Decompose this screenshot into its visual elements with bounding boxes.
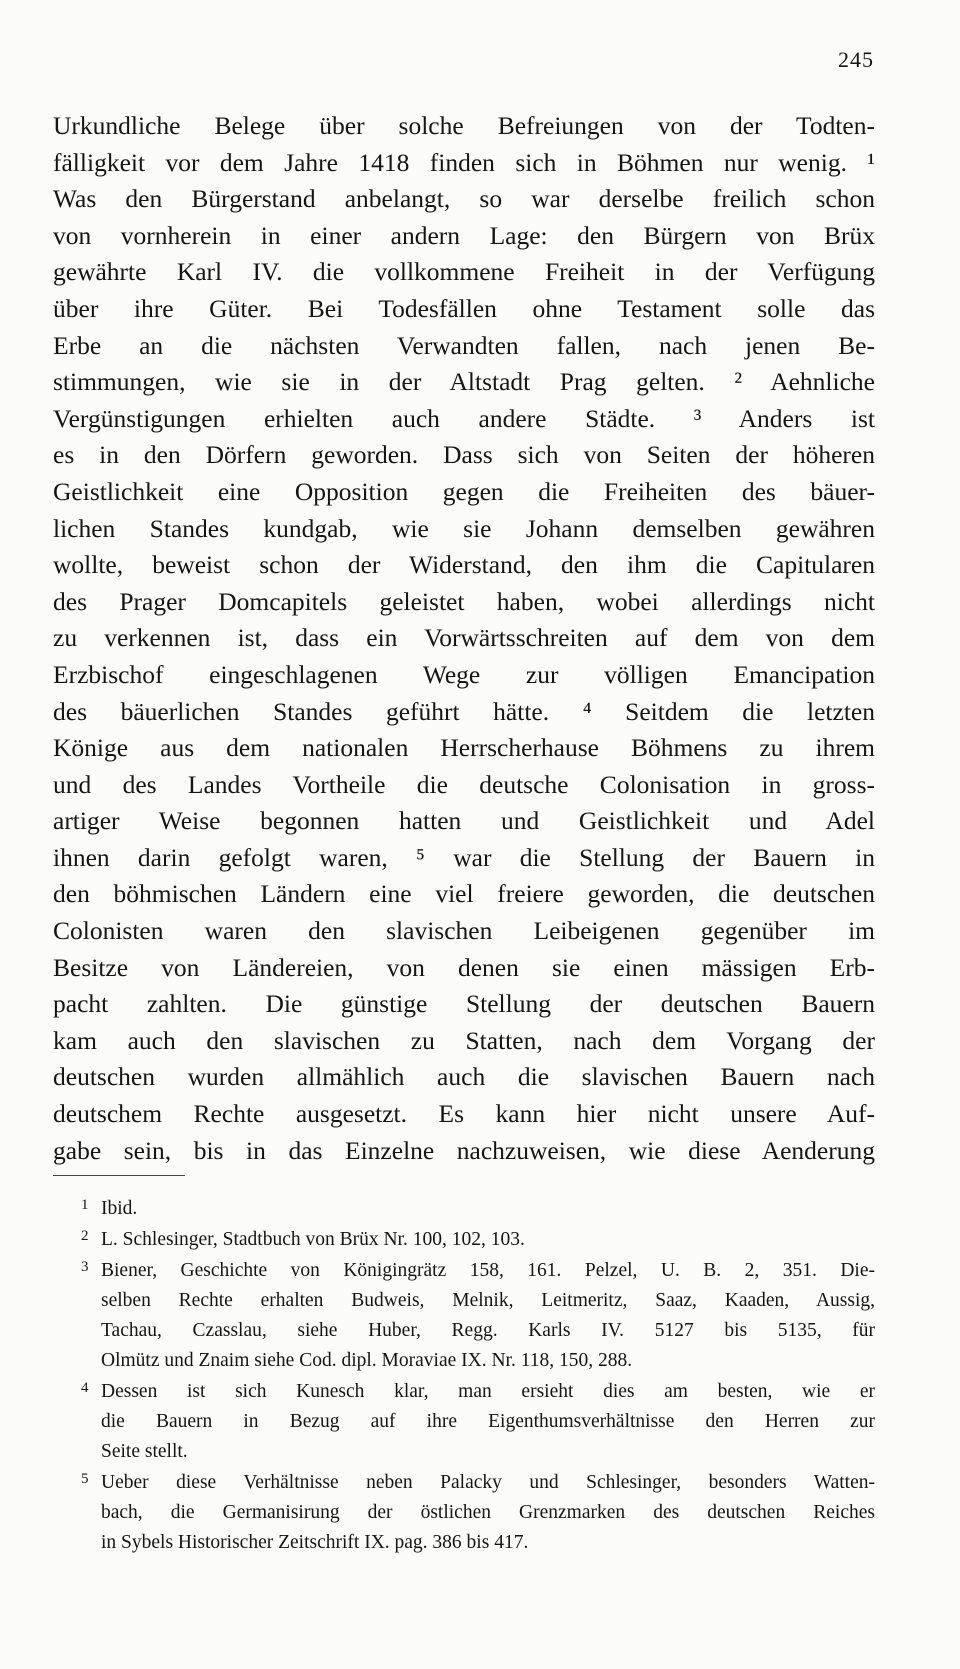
text-line: Erbe an die nächsten Verwandten fallen, nach jenen Be- (53, 330, 875, 360)
text-line: zu verkennen ist, dass ein Vorwärtsschreiten auf dem von dem (53, 623, 875, 653)
text-line: gabe sein, bis in das Einzelne nachzuweisen, wie diese Aenderung (53, 1135, 875, 1165)
footnote-4 (53, 1377, 875, 1467)
text-line: stimmungen, wie sie in der Altstadt Prag gelten. ² Aehnliche (53, 367, 875, 397)
footnote-line: Seite stellt. (101, 1441, 188, 1462)
footnote-3 (53, 1256, 875, 1376)
text-line: pacht zahlten. Die günstige Stellung der deutschen Bauern (53, 989, 875, 1019)
text-line: Vergünstigungen erhielten auch andere Städte. ³ Anders ist (53, 403, 875, 433)
text-line: von vornherein in einer andern Lage: den Bürgern von Brüx (53, 220, 875, 250)
text-line: den böhmischen Ländern eine viel freiere geworden, die deutschen (53, 879, 875, 909)
text-line: kam auch den slavischen zu Statten, nach dem Vorgang der (53, 1025, 875, 1055)
text-line: lichen Standes kundgab, wie sie Johann demselben gewähren (53, 513, 875, 543)
footnote-line: L. Schlesinger, Stadtbuch von Brüx Nr. 100, 102, 103. (101, 1229, 525, 1250)
footnote-line: Ueber diese Verhältnisse neben Palacky und Schlesinger, besonders Watten- (101, 1472, 875, 1493)
text-line: deutschen wurden allmählich auch die slavischen Bauern nach (53, 1062, 875, 1092)
footnote-number: 2 (81, 1228, 89, 1244)
footnote-number: 5 (81, 1471, 89, 1487)
footnote-1 (53, 1194, 875, 1224)
footnote-line: Biener, Geschichte von Königingrätz 158, 161. Pelzel, U. B. 2, 351. Die- (101, 1260, 875, 1281)
footnote-2 (53, 1225, 875, 1255)
footnote-number: 3 (81, 1259, 89, 1275)
footnote-line: die Bauern in Bezug auf ihre Eigenthumsverhältnisse den Herren zur (101, 1411, 875, 1432)
text-line: Urkundliche Belege über solche Befreiungen von der Todten- (53, 111, 875, 140)
text-line: Könige aus dem nationalen Herrscherhause Böhmens zu ihrem (53, 733, 875, 763)
text-line: deutschem Rechte ausgesetzt. Es kann hier nicht unsere Auf- (53, 1099, 875, 1129)
text-line: Erzbischof eingeschlagenen Wege zur völligen Emancipation (53, 659, 875, 689)
footnote-divider (53, 1175, 185, 1176)
footnote-line: Tachau, Czasslau, siehe Huber, Regg. Karls IV. 5127 bis 5135, für (101, 1320, 875, 1341)
text-line: Besitze von Ländereien, von denen sie einen mässigen Erb- (53, 952, 875, 982)
text-line: des Prager Domcapitels geleistet haben, wobei allerdings nicht (53, 586, 875, 616)
footnote-number: 4 (81, 1380, 89, 1396)
text-line: ihnen darin gefolgt waren, ⁵ war die Stellung der Bauern in (53, 842, 875, 872)
footnote-line: in Sybels Historischer Zeitschrift IX. pag. 386 bis 417. (101, 1532, 529, 1553)
text-line: Colonisten waren den slavischen Leibeigenen gegenüber im (53, 916, 875, 946)
text-line: des bäuerlichen Standes geführt hätte. ⁴ Seitdem die letzten (53, 696, 875, 726)
footnote-line: selben Rechte erhalten Budweis, Melnik, Leitmeritz, Saaz, Kaaden, Aussig, (101, 1290, 875, 1311)
footnotes (53, 1194, 875, 1559)
footnote-line: Ibid. (101, 1198, 138, 1219)
text-line: über ihre Güter. Bei Todesfällen ohne Testament solle das (53, 293, 875, 323)
text-line: gewährte Karl IV. die vollkommene Freiheit in der Verfügung (53, 257, 875, 287)
text-line: fälligkeit vor dem Jahre 1418 finden sich in Böhmen nur wenig. ¹ (53, 147, 875, 177)
text-line: Was den Bürgerstand anbelangt, so war derselbe freilich schon (53, 184, 875, 214)
page-number: 245 (838, 47, 874, 72)
text-line: wollte, beweist schon der Widerstand, den ihm die Capitularen (53, 550, 875, 580)
text-line: und des Landes Vortheile die deutsche Colonisation in gross- (53, 769, 875, 799)
footnote-number: 1 (81, 1197, 89, 1213)
main-text (53, 108, 875, 1169)
footnote-line: Olmütz und Znaim siehe Cod. dipl. Moraviae IX. Nr. 118, 150, 288. (101, 1350, 633, 1371)
text-line: Geistlichkeit eine Opposition gegen die Freiheiten des bäuer- (53, 476, 875, 506)
footnote-5 (53, 1468, 875, 1558)
footnote-line: Dessen ist sich Kunesch klar, man ersieht dies am besten, wie er (101, 1381, 875, 1402)
text-line: es in den Dörfern geworden. Dass sich von Seiten der höheren (53, 440, 875, 470)
text-line: artiger Weise begonnen hatten und Geistlichkeit und Adel (53, 806, 875, 836)
footnote-line: bach, die Germanisirung der östlichen Grenzmarken des deutschen Reiches (101, 1502, 875, 1523)
